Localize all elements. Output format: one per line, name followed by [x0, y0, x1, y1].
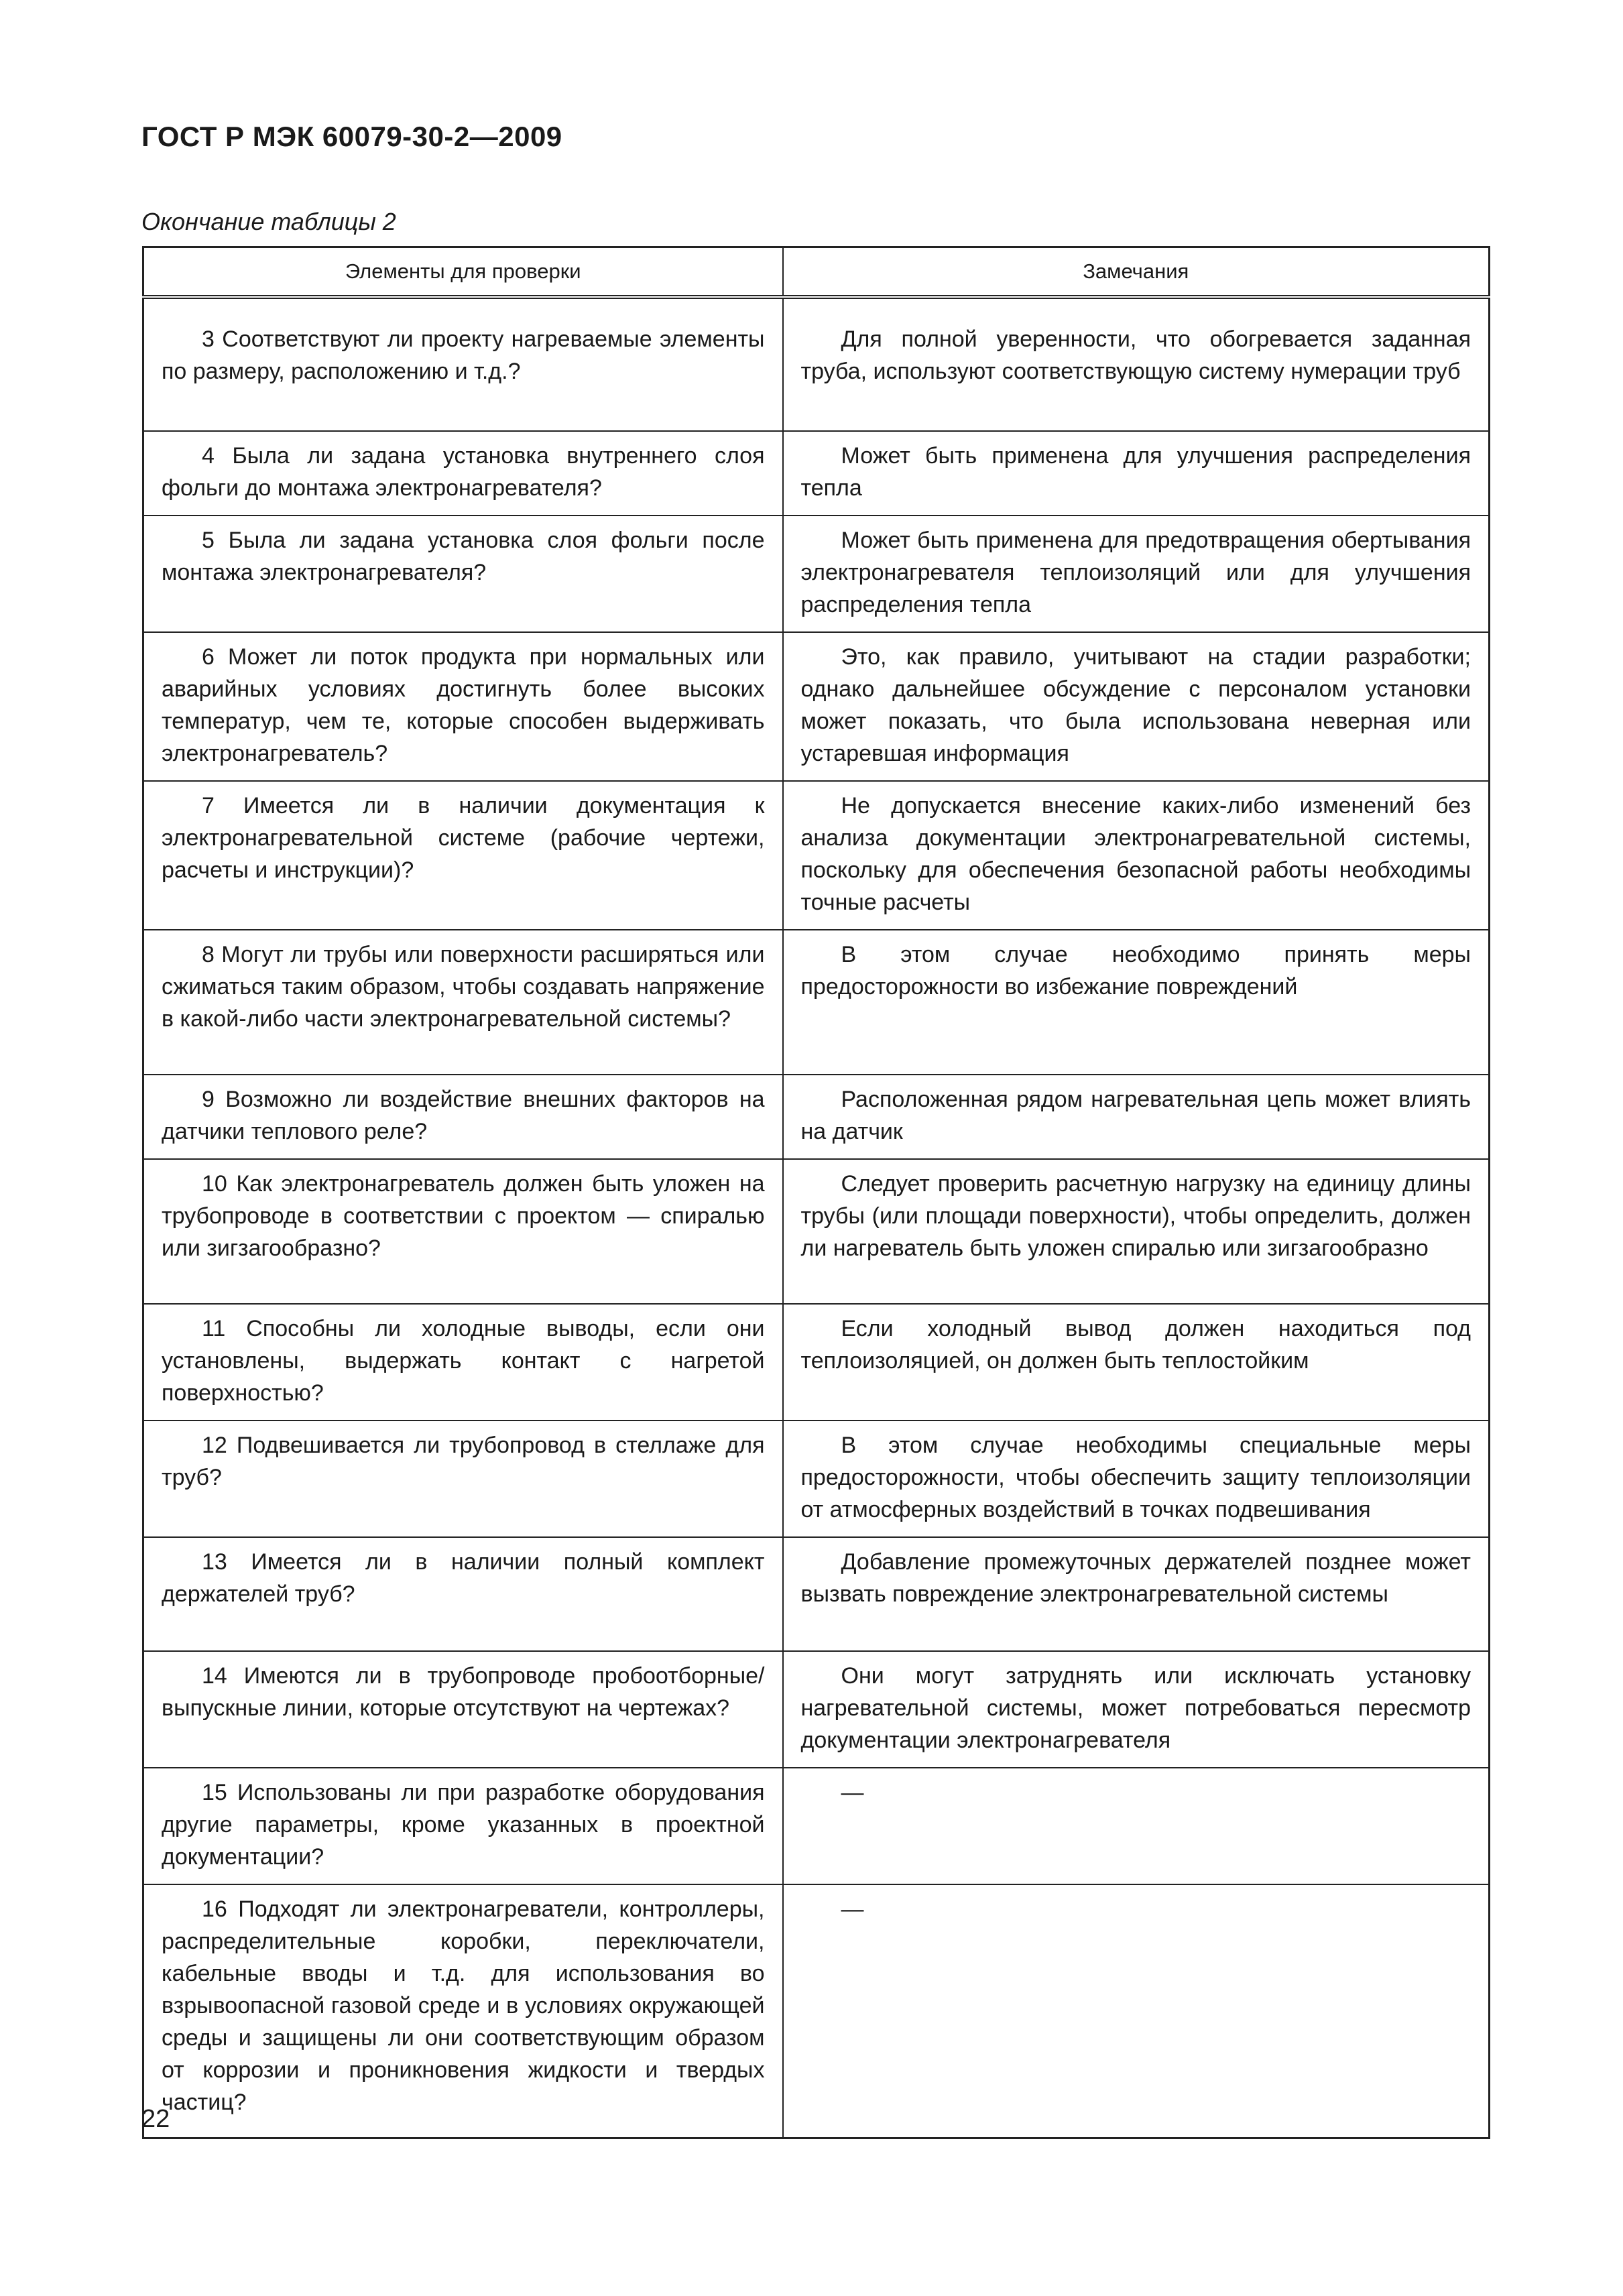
- table-header-row: [143, 247, 1490, 298]
- remark-cell: Может быть применена для предотвращения обертывания электронагревателя теплоизоляций или для улучшения распределения тепла: [783, 516, 1490, 632]
- document-header: ГОСТ Р МЭК 60079-30-2—2009: [141, 121, 562, 152]
- table-row: [143, 1768, 1490, 1884]
- remark-cell: Не допускается внесение каких-либо изменений без анализа документации электронагревательной системы, поскольку для обеспечения безопасной работы необходимы точные расчеты: [783, 781, 1490, 930]
- item-cell: 8 Могут ли трубы или поверхности расширяться или сжиматься таким образом, чтобы создавать напряжение в какой-либо части электронагревательной системы?: [143, 930, 783, 1075]
- item-cell: 15 Использованы ли при разработке оборудования другие параметры, кроме указанных в проектной документации?: [143, 1768, 783, 1884]
- remark-cell: В этом случае необходимо принять меры предосторожности во избежание повреждений: [783, 930, 1490, 1075]
- remark-cell: Может быть применена для улучшения распределения тепла: [783, 431, 1490, 516]
- table-row: [143, 930, 1490, 1075]
- item-cell: 12 Подвешивается ли трубопровод в стеллаже для труб?: [143, 1421, 783, 1537]
- table-caption: Окончание таблицы 2: [141, 208, 396, 235]
- item-cell: 10 Как электронагреватель должен быть уложен на трубопроводе в соответствии с проектом — спиралью или зигзагообразно?: [143, 1159, 783, 1304]
- table-row: [143, 781, 1490, 930]
- item-cell: 9 Возможно ли воздействие внешних факторов на датчики теплового реле?: [143, 1075, 783, 1159]
- remark-cell: В этом случае необходимы специальные меры предосторожности, чтобы обеспечить защиту теплоизоляции от атмосферных воздействий в точках подвешивания: [783, 1421, 1490, 1537]
- remark-cell: Для полной уверенности, что обогревается заданная труба, используют соответствующую систему нумерации труб: [783, 297, 1490, 431]
- table-row: [143, 1421, 1490, 1537]
- item-cell: 14 Имеются ли в трубопроводе пробоотборные/выпускные линии, которые отсутствуют на чертежах?: [143, 1651, 783, 1768]
- table-row: [143, 1651, 1490, 1768]
- remark-cell: Это, как правило, учитывают на стадии разработки; однако дальнейшее обсуждение с персоналом установки может показать, что была использована неверная или устаревшая информация: [783, 632, 1490, 781]
- table-row: [143, 1075, 1490, 1159]
- column-header-items: Элементы для проверки: [143, 247, 783, 298]
- item-cell: 13 Имеется ли в наличии полный комплект держателей труб?: [143, 1537, 783, 1651]
- table-row: [143, 1884, 1490, 2138]
- page-number: 22: [141, 2105, 170, 2133]
- remark-cell: Добавление промежуточных держателей позднее может вызвать повреждение электронагревательной системы: [783, 1537, 1490, 1651]
- table-row: [143, 1537, 1490, 1651]
- table-row: [143, 431, 1490, 516]
- table-row: [143, 1159, 1490, 1304]
- table-row: [143, 297, 1490, 431]
- remark-cell: Следует проверить расчетную нагрузку на единицу длины трубы (или площади поверхности), чтобы определить, должен ли нагреватель быть уложен спиралью или зигзагообразно: [783, 1159, 1490, 1304]
- item-cell: 16 Подходят ли электронагреватели, контроллеры, распределительные коробки, переключатели, кабельные вводы и т.д. для использования во взрывоопасной газовой среде и в условиях окружающей среды и защищены ли они соответствующим образом от коррозии и проникновения жидкости и твердых частиц?: [143, 1884, 783, 2138]
- column-header-remarks: Замечания: [783, 247, 1490, 298]
- table-row: [143, 1304, 1490, 1421]
- remark-cell: Если холодный вывод должен находиться под теплоизоляцией, он должен быть теплостойким: [783, 1304, 1490, 1421]
- remark-cell: Расположенная рядом нагревательная цепь может влиять на датчик: [783, 1075, 1490, 1159]
- item-cell: 3 Соответствуют ли проекту нагреваемые элементы по размеру, расположению и т.д.?: [143, 297, 783, 431]
- remark-cell: Они могут затруднять или исключать установку нагревательной системы, может потребоваться пересмотр документации электронагревателя: [783, 1651, 1490, 1768]
- remark-cell: —: [783, 1884, 1490, 2138]
- table-row: [143, 632, 1490, 781]
- item-cell: 11 Способны ли холодные выводы, если они установлены, выдержать контакт с нагретой поверхностью?: [143, 1304, 783, 1421]
- item-cell: 6 Может ли поток продукта при нормальных или аварийных условиях достигнуть более высоких температур, чем те, которые способен выдерживать электронагреватель?: [143, 632, 783, 781]
- table-row: [143, 516, 1490, 632]
- item-cell: 4 Была ли задана установка внутреннего слоя фольги до монтажа электронагревателя?: [143, 431, 783, 516]
- item-cell: 7 Имеется ли в наличии документация к электронагревательной системе (рабочие чертежи, расчеты и инструкции)?: [143, 781, 783, 930]
- remark-cell: —: [783, 1768, 1490, 1884]
- inspection-table: [142, 246, 1490, 2139]
- item-cell: 5 Была ли задана установка слоя фольги после монтажа электронагревателя?: [143, 516, 783, 632]
